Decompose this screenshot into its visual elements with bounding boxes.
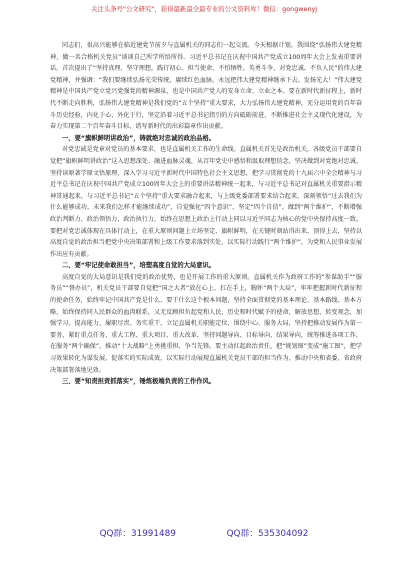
- qq-group-2: QQ群：535304092: [226, 529, 309, 539]
- body-paragraph: 高度自觉的大局意识是我们党的政治优势，也是开展工作的重大原则。直属机关作为政府工作的“参谋助手”“服务员”“督办员”，机关党员干部要自觉把“国之大者”放在心上、扛在手上，胸怀“两个大局”，牢牢把握新时代新征程的使命任务，始终牢记中国共产党是什么、要干什么这个根本问题，坚持全面贯彻党的基本理论、基本路线、基本方略，始终保持同人民群众的血肉联系，又无反顾担负起党和人民、历史和时代赋予的使命，解放思想、转变观念，加强学习、提高能力，履职尽责、务实重干，立足直属机关职能定位，围绕中心、服务大局，坚持把推动发展作为第一要务，紧盯重点任务、重大工程、重大项目、重大改革，坚持问题导向、目标导向、结果导向，统筹推进各项工作，在服务“两个确保”、推动“十大战略”上勇挑重担、争当先锋。要主动扛起政治责任，把“规划图”变成“施工图”，把学习效果转化为谋发展、促落实的实际成效，以实际行动展现直属机关党员干部的担当作为，推动中央和省委、省政府决策部署落地见效。: [50, 273, 362, 374]
- body-paragraph: 对党忠诚是党章对党员的基本要求，也是直属机关工作的生命线。直属机关首先是政治机关，各级党员干部要自觉把“旗帜鲜明讲政治”这入思想深处、融进血脉灵魂，从百年党史中感悟和汲取理想信念，坚决做到对党绝对忠诚。坚持读原著学原文悟原理，深入学习习近平新时代中国特色社会主义思想，把学习贯彻党的十九届六中全会精神与习近平总书记在庆祝中国共产党成立100周年大会上的重要讲话精神统一起来，与习近平总书记对直属机关重要指示精神贯通起来，与习近平总书记“五个坚持”重大要求融合起来，与上级党委部署要求结合起来，深刻领悟“过去我们为什么能够成功、未来我们怎样才能继续成功”，自觉强化“四个意识”、坚定“四个自信”、做到“两个维护”，不断增强政治判断力、政治领悟力、政治执行力，始终在思想上政治上行动上同以习近平同志为核心的党中央保持高度一致。要把对党忠诚体现在具体行动上，在重大原则问题上立场坚定、旗帜鲜明，在关键时刻站得出来、顶得上去，坚持以高度自觉的政治担当把党中央决策部署和上级工作要求落到实处，以实际行动践行“两个维护”，为党和人民事业发展作出应有贡献。: [50, 146, 362, 258]
- section-heading: 一、要“旗帜鲜明讲政治”，铸就绝对忠诚的政治品格。: [62, 134, 216, 142]
- promo-banner: 关注头条号"公文研究"，获得最新最全最专业的公文资料库！微信：gongwenyj: [90, 5, 318, 13]
- section-heading: 二、要“牢记使命敢担当”，培塑高度自觉的大局意识。: [62, 262, 216, 270]
- document-body: [50, 40, 362, 388]
- footer-contacts: [0, 528, 408, 540]
- section-heading: 三、要“知责担责抓落实”，锤炼极端负责的工作作风。: [62, 378, 216, 386]
- body-paragraph: 同志们，很高兴能够在临近建党节前夕与直属机关的同志们一起交流。今天根据计划，我围绕“弘扬伟大建党精神，做一名合格机关党员”谈谈自己所学所悟所得。习近平总书记在庆祝中国共产党成立100周年大会上发表重要讲话，首次提出了“坚持真理、坚守理想，践行初心、担当使命，不怕牺牲、英勇斗争，对党忠诚、不负人民”的伟大建党精神，并强调：“我们要继续弘扬光荣传统、赓续红色血脉，永远把伟大建党精神继承下去、发扬光大！”伟大建党精神是中国共产党立党兴党强党的精神源泉，也是中国共产党人的安身立命、立业之本。要在新时代新征程上，新时代不断走向胜利，弘扬伟大建党精神是我们党的“五个坚持”重大要求，大力弘扬伟大建党精神，充分运用党的百年奋斗历史经验，内化于心、外化于行，坚定沿着习近平总书记指引的方向砥砺前进，不断推进社会主义现代化建设，为奋力实现第二个百年奋斗目标、谱写新时代的出彩篇章作出贡献。: [50, 42, 362, 131]
- qq-group-1: QQ群：31991489: [99, 529, 176, 539]
